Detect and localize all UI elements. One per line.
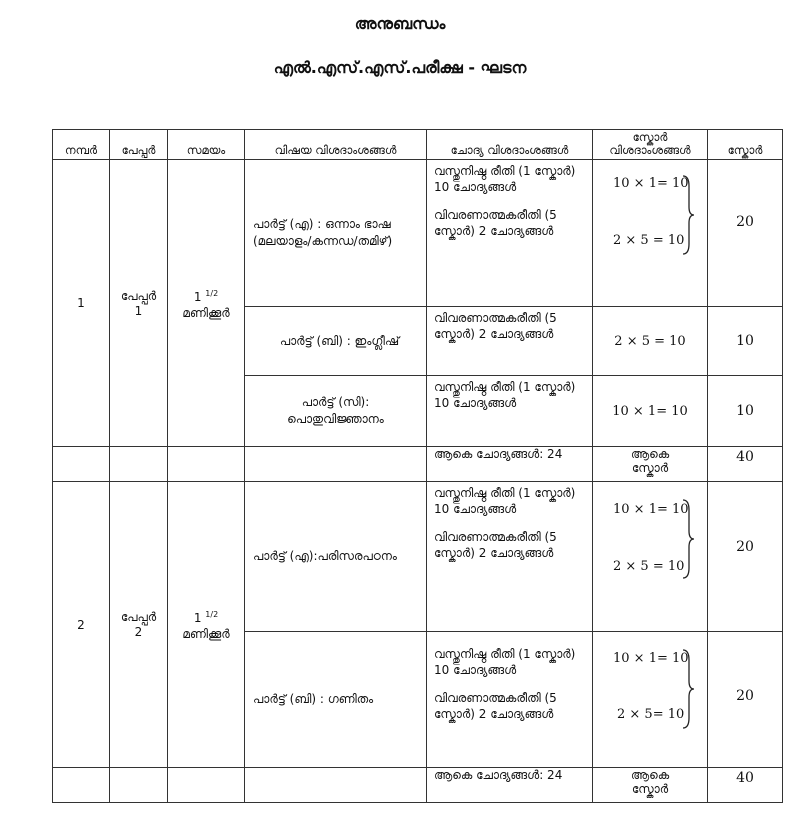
score-formula-objective: 10 × 1= 10 [613, 176, 689, 191]
page-title: അനുബന്ധം [354, 14, 446, 33]
question-descriptive: വിവരണാത്മകരീതി (5 സ്കോർ) 2 ചോദ്യങ്ങൾ [434, 530, 557, 560]
subject-detail: പാർട്ട് (ബി) : ഗണിതം [245, 632, 427, 768]
paper-label: പേപ്പർ [120, 610, 157, 624]
score-detail [593, 160, 708, 307]
col-header-questions: ചോദ്യ വിശദാംശങ്ങൾ [427, 130, 593, 160]
paper-no: 2 [134, 625, 143, 639]
question-detail [427, 307, 593, 376]
col-header-number: നമ്പർ [53, 130, 110, 160]
empty-cell [110, 768, 168, 803]
total-score: 40 [708, 768, 783, 803]
score-formula-objective: 10 × 1= 10 [613, 502, 689, 517]
score-formula-descriptive: 2 × 5= 10 [617, 707, 685, 722]
col-header-score: സ്കോർ [708, 130, 783, 160]
page-subtitle: എൽ.എസ്.എസ്.പരീക്ഷ - ഘടന [273, 58, 527, 77]
curly-brace-icon [681, 174, 695, 256]
question-objective: വസ്തുനിഷ്ഠ രീതി (1 സ്കോർ) 10 ചോദ്യങ്ങൾ [434, 164, 576, 194]
col-header-paper: പേപ്പർ [110, 130, 168, 160]
question-descriptive: വിവരണാത്മകരീതി (5 സ്കോർ) 2 ചോദ്യങ്ങൾ [434, 691, 557, 721]
col-header-time: സമയം [168, 130, 245, 160]
total-questions: ആകെ ചോദ്യങ്ങൾ: 24 [427, 447, 593, 482]
part-score: 20 [708, 160, 783, 307]
paper-name [110, 160, 168, 447]
question-descriptive: വിവരണാത്മകരീതി (5 സ്കോർ) 2 ചോദ്യങ്ങൾ [434, 208, 557, 238]
header-row [53, 130, 783, 160]
col-header-subject: വിഷയ വിശദാംശങ്ങൾ [245, 130, 427, 160]
question-objective: വസ്തുനിഷ്ഠ രീതി (1 സ്കോർ) 10 ചോദ്യങ്ങൾ [434, 380, 576, 410]
score-formula-descriptive: 2 × 5 = 10 [613, 233, 685, 248]
duration-main: 1 [193, 611, 202, 625]
total-score-label-text: ആകെ സ്കോർ [630, 447, 670, 475]
duration-value [168, 607, 244, 626]
part-score: 10 [708, 376, 783, 447]
question-objective: വസ്തുനിഷ്ഠ രീതി (1 സ്കോർ) 10 ചോദ്യങ്ങൾ [434, 486, 576, 516]
paper-number: 1 [53, 160, 110, 447]
curly-brace-icon [681, 498, 695, 580]
score-detail: 10 × 1= 10 [593, 376, 708, 447]
question-detail [427, 632, 593, 768]
subject-detail: പാർട്ട് (ബി) : ഇംഗ്ലീഷ് [245, 307, 427, 376]
total-score-label [593, 768, 708, 803]
paper-no: 1 [134, 303, 143, 318]
empty-cell [245, 447, 427, 482]
paper-label: പേപ്പർ [120, 288, 157, 303]
paper-duration [168, 482, 245, 768]
empty-cell [53, 447, 110, 482]
summary-row [53, 447, 783, 482]
question-detail [427, 376, 593, 447]
score-detail [593, 632, 708, 768]
score-formula-objective: 10 × 1= 10 [613, 651, 689, 666]
exam-structure-table [52, 129, 783, 803]
paper-duration [168, 160, 245, 447]
empty-cell [168, 768, 245, 803]
col-header-score-details [593, 130, 708, 160]
score-details-line1: സ്കോർ [632, 130, 668, 144]
table-row [53, 482, 783, 632]
curly-brace-icon [681, 648, 695, 730]
question-detail [427, 160, 593, 307]
duration-unit: മണിക്കൂർ [182, 305, 230, 320]
empty-cell [168, 447, 245, 482]
empty-cell [110, 447, 168, 482]
score-formula-descriptive: 2 × 5 = 10 [613, 559, 685, 574]
duration-fraction: 1/2 [205, 610, 219, 619]
duration-fraction: 1/2 [205, 288, 219, 298]
subject-detail: പാർട്ട് (എ):പരിസരപഠനം [245, 482, 427, 632]
paper-number: 2 [53, 482, 110, 768]
question-objective: വസ്തുനിഷ്ഠ രീതി (1 സ്കോർ) 10 ചോദ്യങ്ങൾ [434, 647, 576, 677]
paper-name [110, 482, 168, 768]
subject-detail: പാർട്ട് (സി): പൊതുവിജ്ഞാനം [245, 376, 427, 447]
total-score: 40 [708, 447, 783, 482]
summary-row [53, 768, 783, 803]
table-row [53, 160, 783, 307]
score-details-line2: വിശദാംശങ്ങൾ [609, 143, 691, 157]
part-score: 20 [708, 632, 783, 768]
question-detail [427, 482, 593, 632]
empty-cell [53, 768, 110, 803]
empty-cell [245, 768, 427, 803]
part-score: 10 [708, 307, 783, 376]
duration-unit: മണിക്കൂർ [182, 627, 230, 641]
subject-detail: പാർട്ട് (എ) : ഒന്നാം ഭാഷ (മലയാളം/കന്നഡ/തമിഴ്) [245, 160, 427, 307]
duration-value [168, 286, 244, 305]
part-score: 20 [708, 482, 783, 632]
score-detail: 2 × 5 = 10 [593, 307, 708, 376]
score-detail [593, 482, 708, 632]
duration-main: 1 [193, 289, 202, 304]
total-score-label-text: ആകെ സ്കോർ [630, 768, 670, 796]
total-questions: ആകെ ചോദ്യങ്ങൾ: 24 [427, 768, 593, 803]
total-score-label [593, 447, 708, 482]
question-descriptive: വിവരണാത്മകരീതി (5 സ്കോർ) 2 ചോദ്യങ്ങൾ [434, 311, 557, 341]
